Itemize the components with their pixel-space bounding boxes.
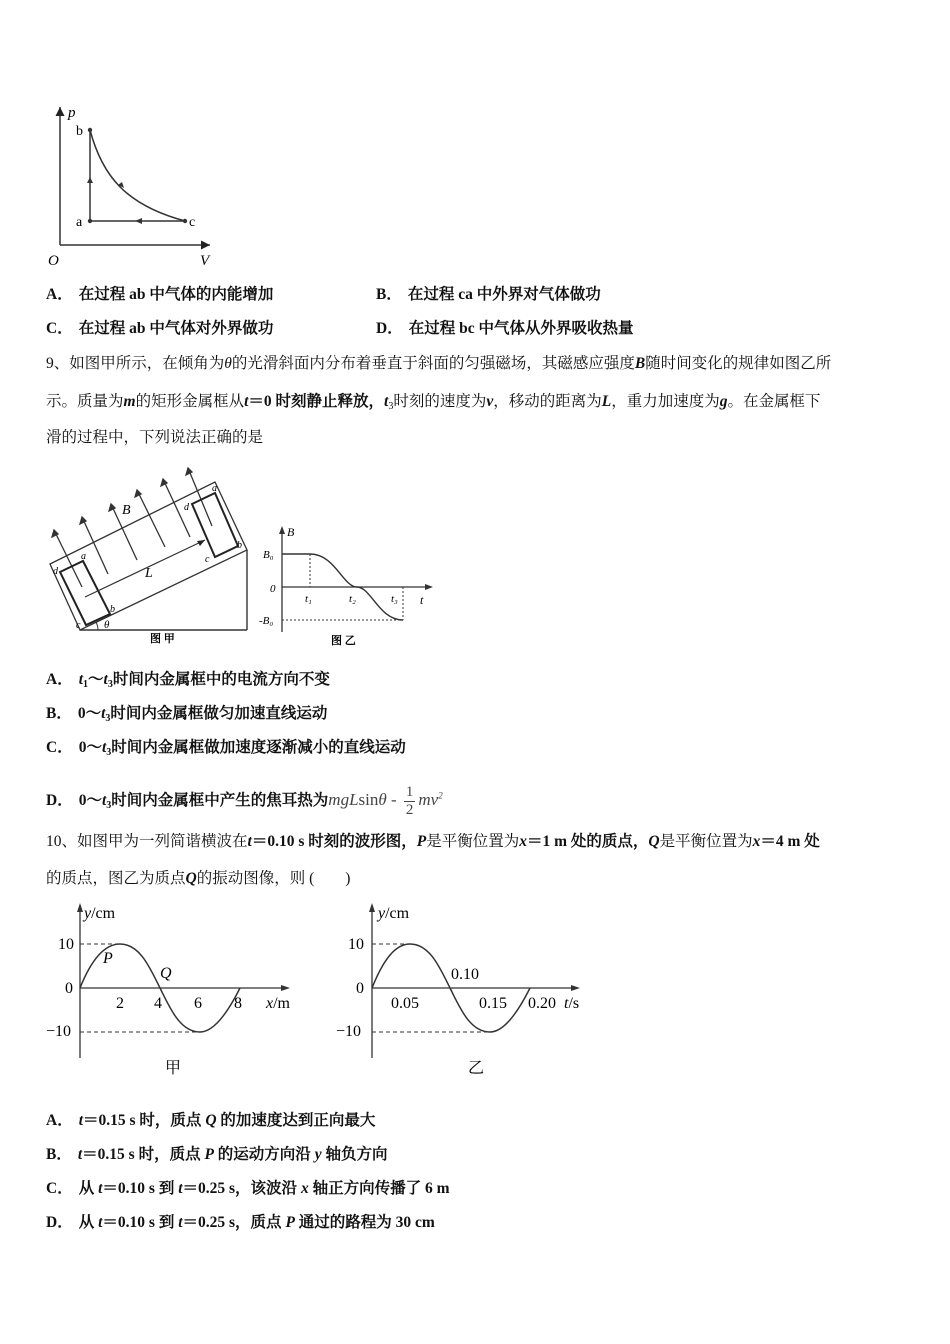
incline-diagram (40, 462, 255, 647)
svg-text:0.05: 0.05 (391, 995, 419, 1012)
q8-option-a[interactable]: A． 在过程 ab 中气体的内能增加 (46, 286, 274, 303)
svg-text:0: 0 (356, 980, 364, 997)
svg-text:t: t (420, 593, 424, 607)
svg-text:θ: θ (104, 619, 110, 631)
svg-text:-B₀: -B₀ (259, 615, 274, 627)
svg-text:−10: −10 (336, 1023, 362, 1040)
q10-option-a[interactable]: A． t＝0.15 s 时，质点 Q 的加速度达到正向最大 (46, 1112, 376, 1129)
point-b-label: b (76, 124, 83, 139)
svg-text:y/cm: y/cm (378, 905, 410, 922)
q10-stem-line-2: 的质点，图乙为质点Q的振动图像，则 ( ) (46, 870, 351, 887)
svg-text:t₃: t₃ (391, 593, 398, 605)
p-axis-label: p (68, 105, 76, 121)
svg-text:0.10: 0.10 (451, 966, 479, 983)
svg-text:0.20: 0.20 (528, 995, 556, 1012)
svg-text:t₁: t₁ (305, 593, 312, 605)
point-a-label: a (76, 215, 83, 230)
svg-text:x/m: x/m (266, 995, 290, 1012)
svg-text:b: b (237, 540, 242, 551)
fig-jia-wave-caption: 甲 (165, 1060, 182, 1077)
svg-text:6: 6 (194, 995, 202, 1012)
svg-text:y/cm: y/cm (84, 905, 116, 922)
q10-option-d[interactable]: D． 从 t＝0.10 s 到 t＝0.25 s，质点 P 通过的路程为 30 cm (46, 1214, 435, 1231)
svg-text:10: 10 (348, 936, 364, 953)
wave-graph-jia (40, 898, 310, 1083)
svg-text:d: d (184, 502, 189, 513)
svg-text:a: a (212, 483, 217, 494)
svg-text:10: 10 (58, 936, 74, 953)
svg-text:B: B (122, 503, 131, 518)
fig-yi-caption: 图 乙 (331, 635, 356, 647)
fig-jia-caption: 图 甲 (150, 633, 175, 645)
formula: mgLsinθ - (328, 790, 401, 810)
q9-stem-line-2: 示。质量为m的矩形金属框从t＝0 时刻静止释放，$t_3$时刻的速度为v，移动的距离为L，重力加速度为g。在金属框下 (46, 393, 821, 412)
q9-option-d[interactable]: D． $0\sim t_3$时间内金属框中产生的焦耳热为mgLsinθ - $\frac{1}{2}$ $mv^2$ (46, 784, 443, 818)
v-axis-label: V (200, 253, 210, 269)
pv-diagram (40, 95, 240, 275)
q9-option-b[interactable]: B． $0\sim t_3$时间内金属框做匀加速直线运动 (46, 705, 328, 724)
svg-text:Q: Q (160, 965, 172, 982)
q8-option-c[interactable]: C． 在过程 ab 中气体对外界做功 (46, 320, 274, 337)
svg-text:a: a (81, 551, 86, 562)
svg-text:2: 2 (116, 995, 124, 1012)
q10-stem-line-1: 10、如图甲为一列简谐横波在t＝0.10 s 时刻的波形图，P是平衡位置为x＝1 m 处的质点，Q是平衡位置为x＝4 m 处 (46, 833, 820, 850)
svg-text:t₂: t₂ (349, 593, 356, 605)
svg-text:t/s: t/s (564, 995, 580, 1012)
b-t-graph (255, 520, 445, 650)
q10-option-c[interactable]: C． 从 t＝0.10 s 到 t＝0.25 s，该波沿 x 轴正方向传播了 6 m (46, 1180, 450, 1197)
fraction-one-half: $\frac{1}{2}$ (405, 784, 414, 818)
q9-stem-line-3: 滑的过程中，下列说法正确的是 (46, 429, 264, 446)
fig-yi-vibration-caption: 乙 (468, 1060, 485, 1077)
svg-text:b: b (110, 604, 115, 615)
svg-text:B: B (287, 525, 295, 539)
origin-label: O (48, 253, 59, 269)
q9-option-a[interactable]: A． $t_1\sim t_3$时间内金属框中的电流方向不变 (46, 671, 330, 690)
vibration-graph-yi (330, 898, 600, 1083)
svg-text:d: d (53, 566, 58, 577)
svg-text:P: P (103, 950, 113, 967)
svg-text:B₀: B₀ (263, 549, 274, 561)
svg-text:4: 4 (154, 995, 162, 1012)
svg-text:0.15: 0.15 (479, 995, 507, 1012)
q9-stem-line-1: 9、如图甲所示，在倾角为θ的光滑斜面内分布着垂直于斜面的匀强磁场，其磁感应强度B随时间变化的规律如图乙所 (46, 355, 832, 372)
q9-option-c[interactable]: C． $0\sim t_3$时间内金属框做加速度逐渐减小的直线运动 (46, 739, 406, 758)
svg-text:0: 0 (65, 980, 73, 997)
svg-text:c: c (76, 620, 81, 631)
q10-option-b[interactable]: B． t＝0.15 s 时，质点 P 的运动方向沿 y 轴负方向 (46, 1146, 388, 1163)
svg-text:8: 8 (234, 995, 242, 1012)
svg-text:−10: −10 (46, 1023, 72, 1040)
svg-text:0: 0 (270, 583, 276, 595)
point-c-label: c (189, 215, 196, 230)
q8-option-d[interactable]: D． 在过程 bc 中气体从外界吸收热量 (376, 320, 634, 337)
svg-text:L: L (145, 566, 153, 581)
q8-option-b[interactable]: B． 在过程 ca 中外界对气体做功 (376, 286, 601, 303)
svg-text:c: c (205, 554, 210, 565)
